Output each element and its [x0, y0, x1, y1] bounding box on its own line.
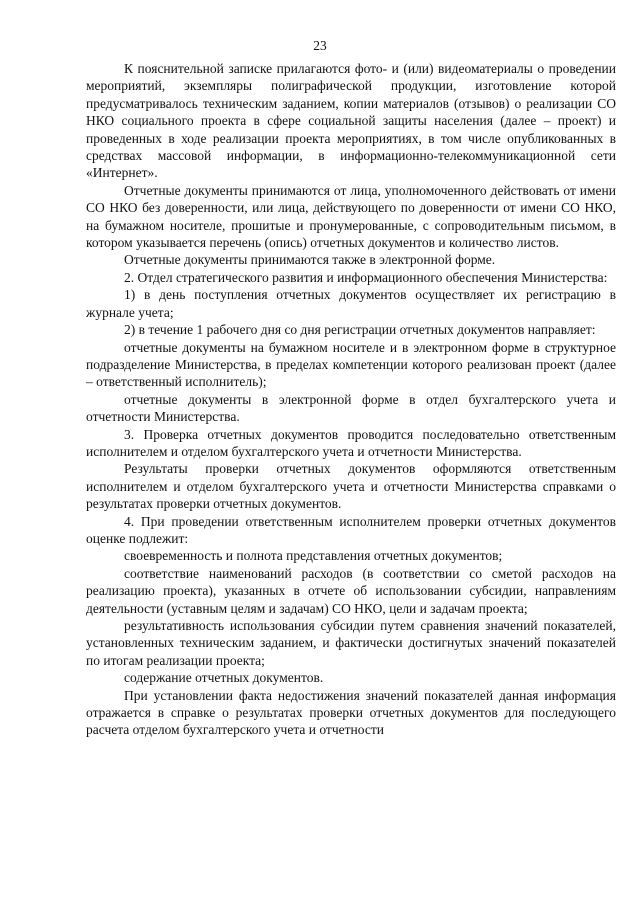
paragraph: При установлении факта недостижения значений показателей данная информация отражается в справке о результатах проверки отчетных документов для последующего расчета отделом бухгалтерского учета и отчетности — [86, 687, 616, 738]
paragraph: Отчетные документы принимаются также в электронной форме. — [124, 252, 496, 268]
paragraph: результативность использования субсидии путем сравнения значений показателей, установленных техническим заданием, и фактически достигнутых значений показателей по итогам реализации проекта; — [86, 618, 616, 668]
paragraph: отчетные документы на бумажном носителе и в электронном форме в структурное подразделение Министерства, в пределах компетенции которого реализован проект (далее – ответственный исполнитель); — [86, 339, 616, 390]
paragraph: содержание отчетных документов. — [124, 670, 324, 686]
paragraph: своевременность и полнота представления отчетных документов; — [124, 548, 503, 564]
paragraph: Результаты проверки отчетных документов оформляются ответственным исполнителем и отделом бухгалтерского учета и отчетности Министерства справками о результатах проверки отчетных документов. — [86, 461, 616, 512]
document-body — [86, 60, 616, 739]
paragraph: 2) в течение 1 рабочего дня со дня регистрации отчетных документов направляет: — [124, 322, 596, 338]
paragraph: 1) в день поступления отчетных документов осуществляет их регистрацию в журнале учета; — [86, 287, 616, 320]
paragraph: 2. Отдел стратегического развития и информационного обеспечения Министерства: — [124, 269, 608, 285]
paragraph: соответствие наименований расходов (в соответствии со сметой расходов на реализацию проекта), указанных в отчете об использовании субсидии, направлениям деятельности (уставным целям и задачам) СО НКО, цели и задачам проекта; — [86, 565, 616, 616]
paragraph: 3. Проверка отчетных документов проводится последовательно ответственным исполнителем и отделом бухгалтерского учета и отчетности Министерства. — [86, 426, 616, 459]
paragraph: Отчетные документы принимаются от лица, уполномоченного действовать от имени СО НКО без доверенности, или лица, действующего по доверенности от имени СО НКО, на бумажном носителе, прошитые и пронумерованные, с сопроводительным письмом, в котором указывается перечень (опись) отчетных документов и количество листов. — [86, 182, 616, 251]
page-number: 23 — [313, 38, 327, 53]
paragraph: К пояснительной записке прилагаются фото- и (или) видеоматериалы о проведении мероприятий, экземпляры полиграфической продукции, изготовление которой предусматривалось техническим заданием, копии материалов (отзывов) о реализации СО НКО социального проекта в сфере социальной защиты населения (далее – проект) и проведенных в ходе реализации проекта мероприятиях, в том числе опубликованных в средствах массовой информации, в информационно-телекоммуникационной сети «Интернет». — [86, 61, 616, 181]
paragraph: 4. При проведении ответственным исполнителем проверки отчетных документов оценке подлежит: — [86, 513, 616, 546]
paragraph: отчетные документы в электронной форме в отдел бухгалтерского учета и отчетности Министерства. — [86, 391, 616, 425]
